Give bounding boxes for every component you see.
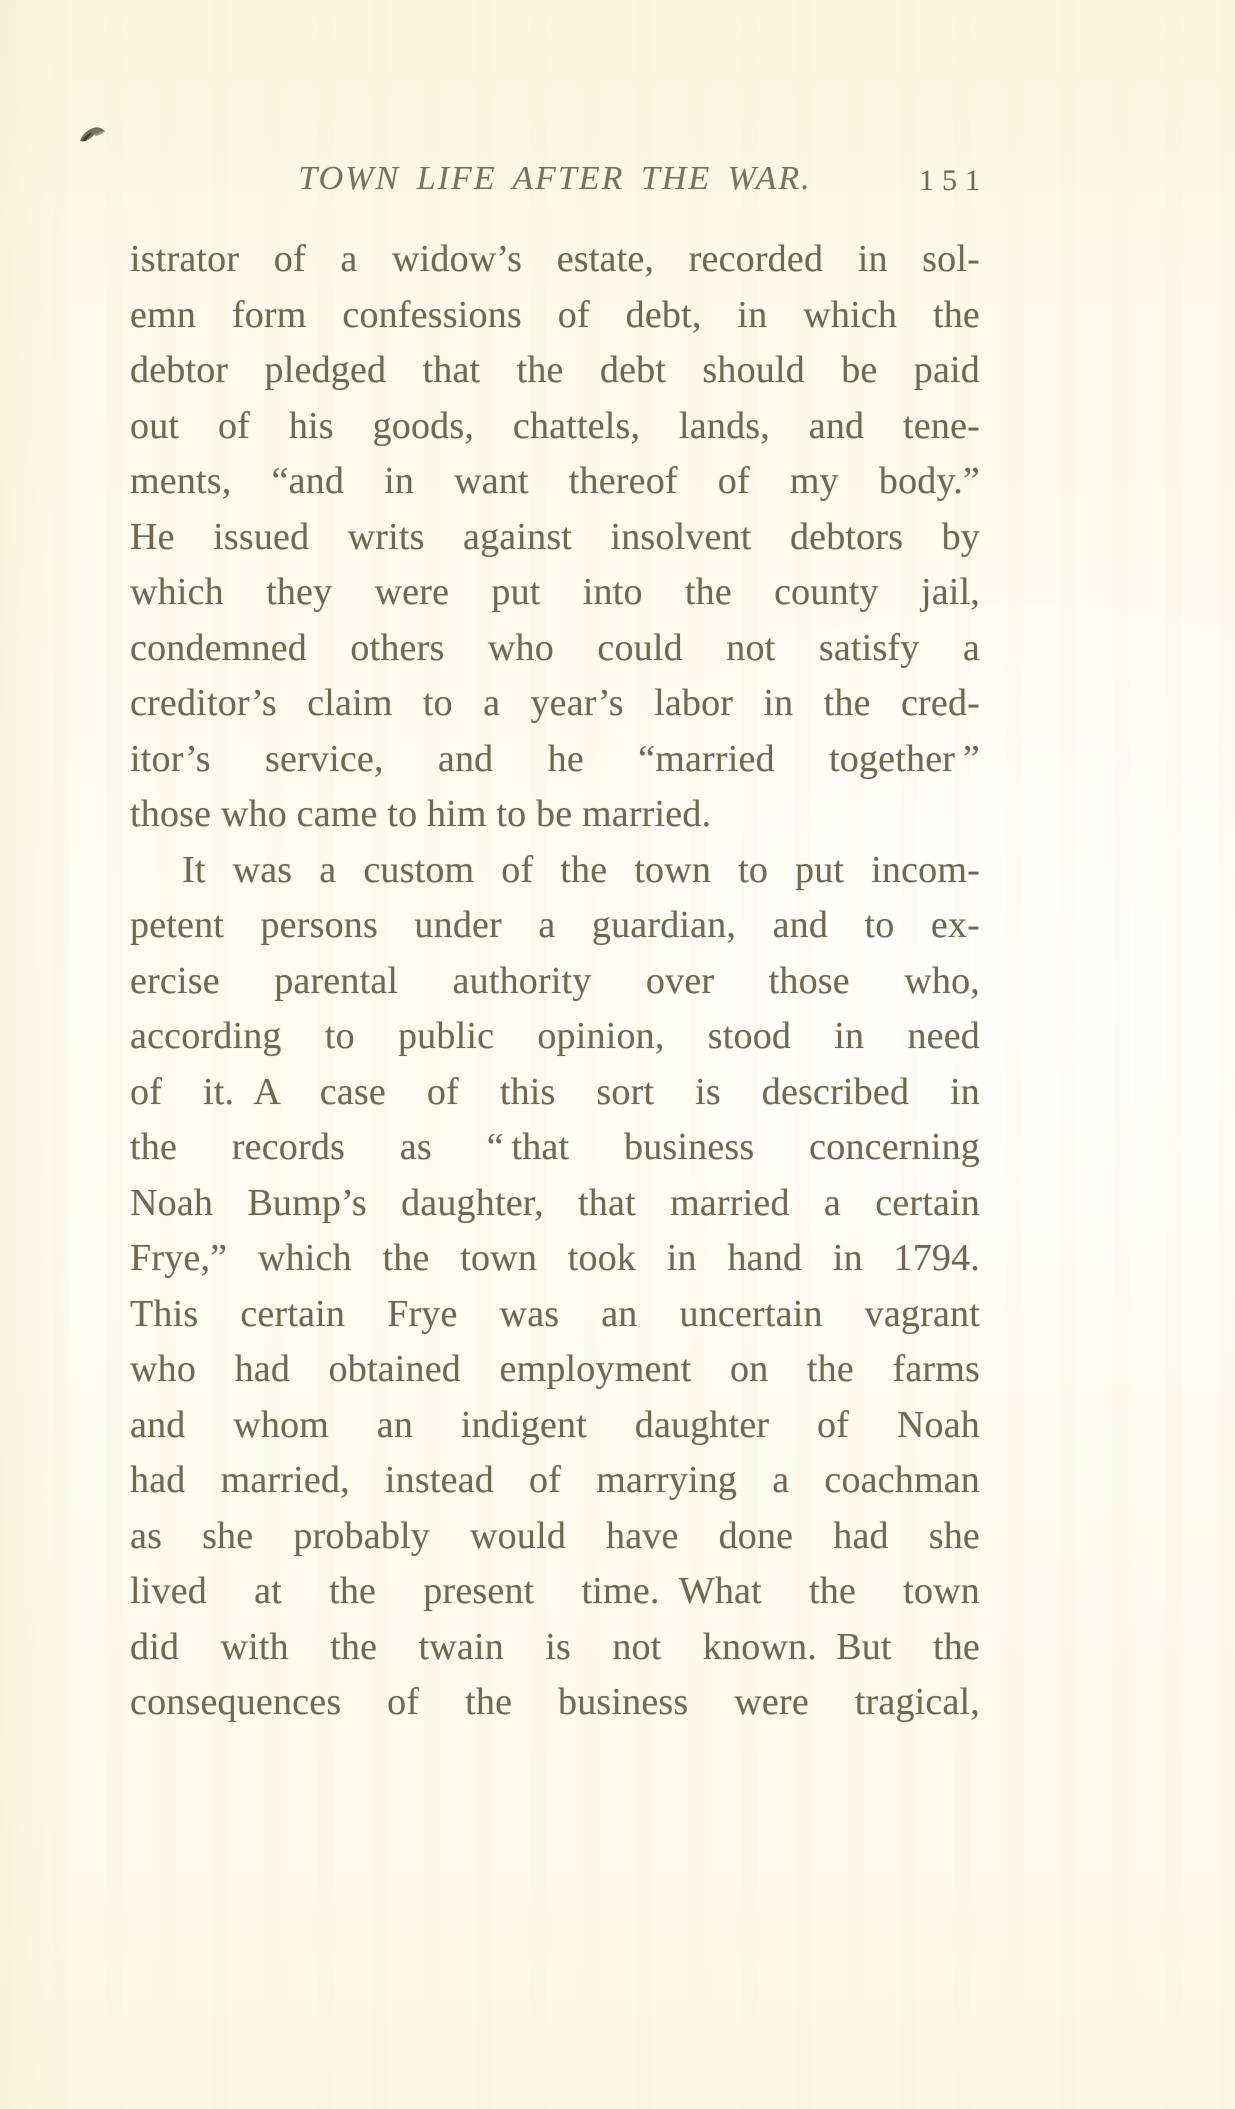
text-line: debtor pledged that the debt should be paid [130, 349, 980, 391]
text-line: according to public opinion, stood in need [130, 1015, 980, 1057]
text-line: had married, instead of marrying a coachman [130, 1459, 980, 1501]
text-line: out of his goods, chattels, lands, and tene- [130, 404, 980, 447]
text-line-paragraph-start: It was a custom of the town to put incom- [182, 848, 980, 891]
text-line: lived at the present time. What the town [130, 1570, 980, 1612]
ink-smudge [76, 123, 110, 150]
text-line: the records as “ that business concerning [130, 1126, 980, 1168]
text-line: emn form confessions of debt, in which the [130, 293, 980, 336]
text-line: of it. A case of this sort is described in [130, 1070, 980, 1113]
text-line: petent persons under a guardian, and to ex- [130, 904, 980, 946]
text-line: condemned others who could not satisfy a [130, 626, 980, 669]
text-line: istrator of a widow’s estate, recorded in sol- [130, 238, 980, 280]
page-number: 151 [919, 164, 988, 197]
text-line: creditor’s claim to a year’s labor in the cred- [130, 682, 980, 724]
body-text [130, 232, 980, 1731]
text-line: itor’s service, and he “married together ” [130, 737, 980, 780]
text-line: ments, “and in want thereof of my body.” [130, 460, 980, 502]
text-line: He issued writs against insolvent debtors by [130, 515, 980, 558]
text-line-paragraph-end: those who came to him to be married. [130, 793, 712, 835]
text-line: who had obtained employment on the farms [130, 1348, 980, 1390]
text-line: as she probably would have done had she [130, 1514, 980, 1557]
text-line: consequences of the business were tragical, [130, 1681, 980, 1723]
text-line: Frye,” which the town took in hand in 1794. [130, 1237, 980, 1279]
text-line: did with the twain is not known. But the [130, 1625, 980, 1668]
text-line: ercise parental authority over those who, [130, 959, 980, 1002]
text-line: This certain Frye was an uncertain vagrant [130, 1292, 980, 1335]
text-line: which they were put into the county jail, [130, 571, 980, 613]
running-title: TOWN LIFE AFTER THE WAR. [298, 160, 812, 197]
running-header [130, 159, 988, 201]
text-line: and whom an indigent daughter of Noah [130, 1403, 980, 1446]
text-line: Noah Bump’s daughter, that married a certain [130, 1181, 980, 1224]
